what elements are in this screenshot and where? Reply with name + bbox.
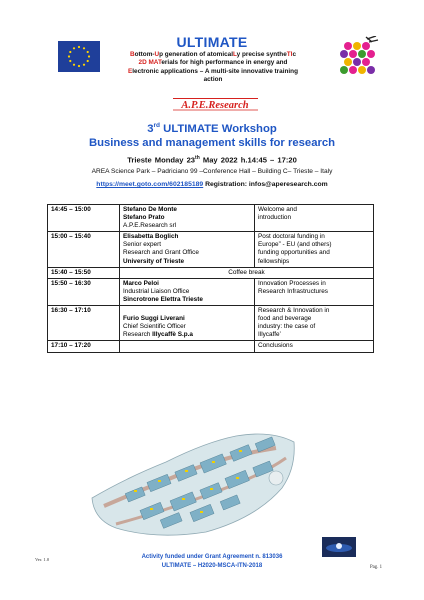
agenda-topic: Post doctoral funding in Europe” - EU (and others) funding opportunities and fellowships (255, 232, 374, 267)
agenda-row (48, 232, 374, 267)
agenda-speaker: Furio Suggi Liverani Chief Scientific Officer Research Illycaffè S.p.a (120, 306, 255, 341)
agenda-speaker: Stefano De Monte Stefano Prato A.P.E.Research srl (120, 205, 255, 232)
agenda-row (48, 278, 374, 305)
page-number: Pag. 1 (370, 565, 382, 570)
agenda-row (48, 341, 374, 352)
agenda-topic: Research & Innovation in food and beverage industry: the case of Illycaffe’ (255, 306, 374, 341)
project-title: ULTIMATE (176, 34, 248, 50)
grant-acknowledgement: Activity funded under Grant Agreement n. 813036 ULTIMATE – H2020-MSCA-ITN-2018 (141, 554, 283, 569)
agenda-table (47, 204, 374, 353)
agenda-row (48, 205, 374, 232)
agenda-topic: Innovation Processes in Research Infrastructures (255, 278, 374, 305)
workshop-venue: AREA Science Park – Padriciano 99 –Conference Hall – Building C– Trieste – Italy (91, 168, 333, 175)
meeting-link[interactable]: https://meet.goto.com/602185189 (96, 181, 204, 188)
project-acronym-description (108, 51, 318, 85)
agenda-time: 15:50 – 16:30 (48, 278, 120, 305)
agenda-time: 16:30 – 17:10 (48, 306, 120, 341)
agenda-speaker: Elisabetta Boglich Senior expert Research and Grant Office University of Trieste (120, 232, 255, 267)
acronym-line-4: action (203, 76, 223, 84)
workshop-links (0, 181, 424, 188)
acronym-line-1: Bottom-Up generation of atomicalLy precise syntheTIc (130, 51, 296, 58)
agenda-row (48, 306, 374, 341)
workshop-subtitle: Business and management skills for research (88, 137, 336, 149)
agenda-time: 17:10 – 17:20 (48, 341, 120, 352)
agenda-time: 15:00 – 15:40 (48, 232, 120, 267)
agenda-row (48, 267, 374, 278)
document-version: Ver. 1.0 (35, 557, 50, 562)
agenda-time: 15:40 – 15:50 (48, 267, 120, 278)
agenda-speaker: Marco Peloi Industrial Liaison Office Sincrotrone Elettra Trieste (120, 278, 255, 305)
partner-footer-logo (322, 537, 356, 557)
ape-research-logo (170, 97, 260, 111)
ultimate-molecule-logo (336, 36, 380, 80)
workshop-date: Trieste Monday 23th May 2022 h.14:45 – 17:20 (127, 155, 297, 165)
svg-text:A.P.E.Research: A.P.E.Research (181, 100, 249, 111)
acronym-line-2: 2D MATerials for high performance in energy and (138, 59, 288, 67)
workshop-title: 3rd ULTIMATE Workshop (147, 122, 277, 135)
agenda-time: 14:45 – 15:00 (48, 205, 120, 232)
agenda-break: Coffee break (120, 267, 374, 278)
agenda-topic: Welcome and introduction (255, 205, 374, 232)
registration-text: Registration: infos@aperesearch.com (203, 181, 328, 188)
campus-site-map (86, 428, 298, 540)
agenda-topic: Conclusions (255, 341, 374, 352)
acronym-line-3: Electronic applications – A multi-site innovative training (128, 67, 298, 75)
agenda-speaker (120, 341, 255, 352)
